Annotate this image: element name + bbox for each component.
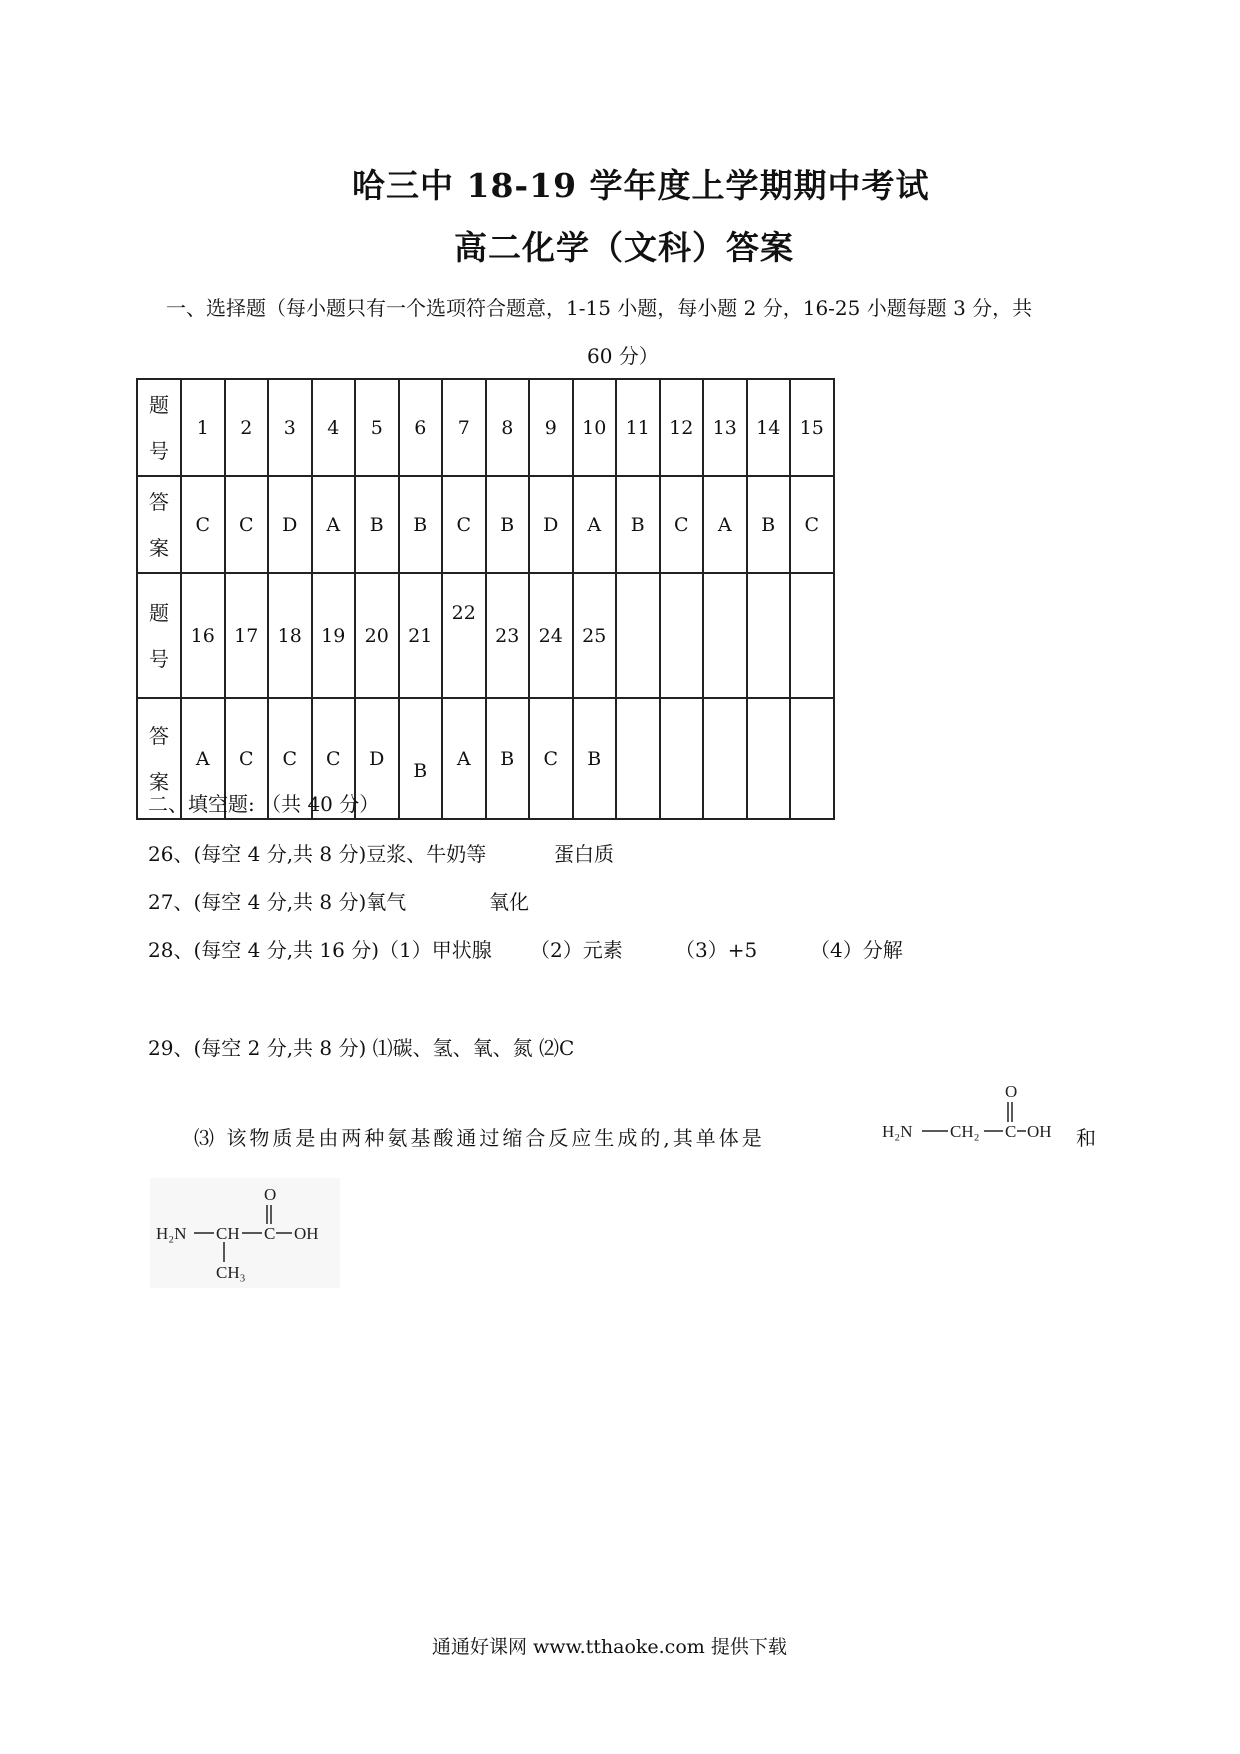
answer-cell: B <box>486 698 530 819</box>
q29-part3-text: ⑶ 该物质是由两种氨基酸通过缩合反应生成的,其单体是 <box>194 1126 765 1150</box>
question-number-cell: 10 <box>573 379 617 476</box>
mol2-carbon: C <box>264 1224 276 1243</box>
question-number-cell: 13 <box>703 379 747 476</box>
empty-cell <box>747 573 791 698</box>
label-char: 题 <box>149 392 169 417</box>
label-char: 案 <box>149 535 169 560</box>
question-number-cell: 15 <box>790 379 834 476</box>
mol2-hydroxyl: OH <box>294 1224 319 1243</box>
q28-line: 28、(每空 4 分,共 16 分)（1）甲状腺 <box>148 938 492 962</box>
question-number-cell: 18 <box>268 573 312 698</box>
answer-cell: B <box>616 476 660 573</box>
answer-cell: B <box>486 476 530 573</box>
section2-heading: 二、填空题: （共 40 分） <box>148 792 380 816</box>
answer-cell: B <box>573 698 617 819</box>
answer-cell: C <box>660 476 704 573</box>
table-row-question-numbers-1 <box>137 379 834 476</box>
answer-cell: D <box>268 476 312 573</box>
question-number-cell: 16 <box>181 573 225 698</box>
answer-cell: C <box>442 476 486 573</box>
mol1-amino: H₂N <box>882 1122 913 1141</box>
label-char: 答 <box>149 723 169 748</box>
footer-source: 通通好课网 www.tthaoke.com 提供下载 <box>432 1636 787 1658</box>
q27-answer-2: 氧化 <box>489 890 529 914</box>
empty-cell <box>703 573 747 698</box>
answer-cell: A <box>573 476 617 573</box>
mol2-ch: CH <box>216 1224 240 1243</box>
alanine-structure <box>150 1178 340 1288</box>
question-number-cell: 12 <box>660 379 704 476</box>
mol1-carbon: C <box>1005 1122 1017 1141</box>
mol1-hydroxyl: OH <box>1027 1122 1052 1141</box>
answer-cell: C <box>225 698 269 819</box>
answer-cell: D <box>355 698 399 819</box>
q28-answer-4: （4）分解 <box>810 938 903 962</box>
label-char: 号 <box>149 646 169 671</box>
q28-answer-3: （3）+5 <box>675 938 758 962</box>
mol2-ch3: CH₃ <box>216 1263 246 1282</box>
empty-cell <box>616 698 660 819</box>
question-number-cell: 25 <box>573 573 617 698</box>
row-label-answer <box>137 476 181 573</box>
question-number-cell: 3 <box>268 379 312 476</box>
row-label-question <box>137 379 181 476</box>
empty-cell <box>616 573 660 698</box>
answer-cell: A <box>181 698 225 819</box>
question-number-cell: 1 <box>181 379 225 476</box>
empty-cell <box>790 573 834 698</box>
section1-instruction-line2: 60 分） <box>587 344 659 368</box>
answer-cell: B <box>399 476 443 573</box>
answer-cell: A <box>442 698 486 819</box>
empty-cell <box>660 698 704 819</box>
answer-cell: C <box>181 476 225 573</box>
q29-part3-and: 和 <box>1076 1126 1096 1150</box>
mol1-ch2: CH₂ <box>950 1122 980 1141</box>
empty-cell <box>790 698 834 819</box>
label-char: 号 <box>149 438 169 463</box>
table-row-question-numbers-2 <box>137 573 834 698</box>
question-number-cell: 2 <box>225 379 269 476</box>
question-number-cell: 6 <box>399 379 443 476</box>
question-number-cell: 24 <box>529 573 573 698</box>
answer-cell: C <box>312 698 356 819</box>
q28-answer-2: （2）元素 <box>530 938 623 962</box>
answer-cell: B <box>747 476 791 573</box>
question-number-cell: 21 <box>399 573 443 698</box>
question-number-cell: 7 <box>442 379 486 476</box>
mol2-amino: H₂N <box>156 1224 187 1243</box>
question-number-cell: 11 <box>616 379 660 476</box>
label-char: 题 <box>149 600 169 625</box>
question-number-cell: 14 <box>747 379 791 476</box>
answer-cell: B <box>399 698 443 819</box>
question-number-cell: 5 <box>355 379 399 476</box>
answer-cell: C <box>225 476 269 573</box>
question-number-cell: 4 <box>312 379 356 476</box>
answer-cell: D <box>529 476 573 573</box>
table-row-answers-1 <box>137 476 834 573</box>
section1-instruction-line1: 一、选择题（每小题只有一个选项符合题意，1-15 小题，每小题 2 分，16-25 小题每题 3 分，共 <box>166 296 1033 320</box>
answer-cell: C <box>790 476 834 573</box>
q27-line: 27、(每空 4 分,共 8 分)氧气 <box>148 890 407 914</box>
answer-table <box>136 378 835 820</box>
question-number-cell: 8 <box>486 379 530 476</box>
empty-cell <box>747 698 791 819</box>
answer-cell: A <box>703 476 747 573</box>
empty-cell <box>703 698 747 819</box>
question-number-cell: 9 <box>529 379 573 476</box>
page-subtitle: 高二化学（文科）答案 <box>454 228 794 267</box>
label-char: 答 <box>149 489 169 514</box>
question-number-cell: 22 <box>442 573 486 698</box>
answer-cell: C <box>268 698 312 819</box>
answer-cell: A <box>312 476 356 573</box>
q26-answer-2: 蛋白质 <box>554 842 614 866</box>
q29-line: 29、(每空 2 分,共 8 分) ⑴碳、氢、氧、氮 ⑵C <box>148 1036 575 1060</box>
question-number-cell: 17 <box>225 573 269 698</box>
question-number-cell: 23 <box>486 573 530 698</box>
question-number-cell: 19 <box>312 573 356 698</box>
mol1-oxygen: O <box>1005 1082 1018 1101</box>
glycine-structure <box>880 1078 1060 1158</box>
answer-cell: B <box>355 476 399 573</box>
q26-line: 26、(每空 4 分,共 8 分)豆浆、牛奶等 <box>148 842 487 866</box>
mol2-oxygen: O <box>264 1185 277 1204</box>
row-label-question <box>137 573 181 698</box>
empty-cell <box>660 573 704 698</box>
page-title: 哈三中 18-19 学年度上学期期中考试 <box>352 166 930 205</box>
question-number-cell: 20 <box>355 573 399 698</box>
label-char: 案 <box>149 769 169 794</box>
answer-cell: C <box>529 698 573 819</box>
